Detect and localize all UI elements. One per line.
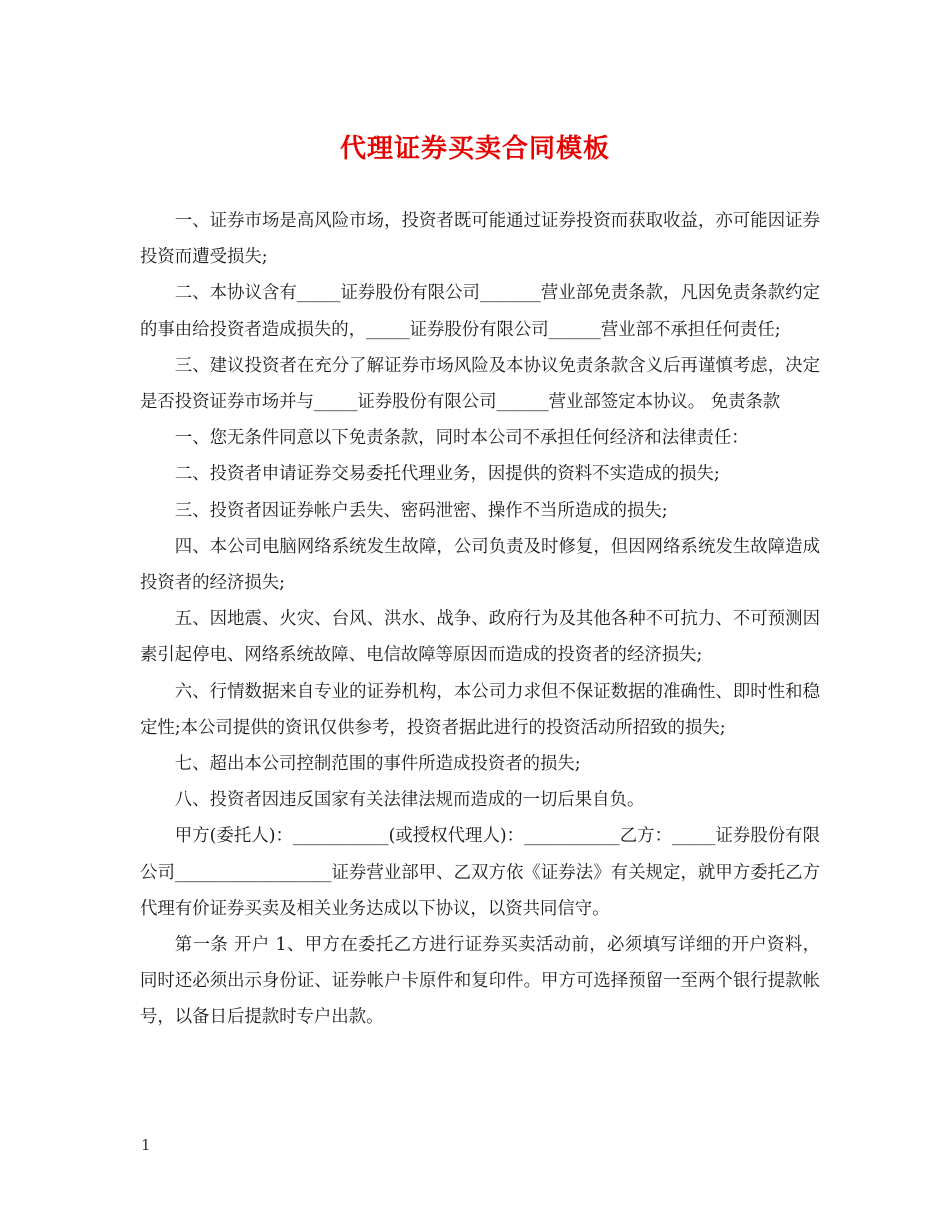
- paragraph: 八、投资者因违反国家有关法律法规而造成的一切后果自负。: [174, 790, 645, 811]
- paragraph: 二、本协议含有_____证券股份有限公司_______营业部免责条款，凡因免责条款约定的事由给投资者造成损失的，_____证券股份有限公司______营业部不承担任何责任;: [140, 283, 820, 340]
- paragraph: 五、因地震、火灾、台风、洪水、战争、政府行为及其他各种不可抗力、不可预测因素引起停电、网络系统故障、电信故障等原因而造成的投资者的经济损失;: [140, 609, 820, 666]
- paragraph: 三、投资者因证券帐户丢失、密码泄密、操作不当所造成的损失;: [174, 500, 668, 521]
- paragraph: 一、您无条件同意以下免责条款，同时本公司不承担任何经济和法律责任：: [174, 428, 749, 449]
- document-body: [140, 203, 820, 1036]
- paragraph: 四、本公司电脑网络系统发生故障，公司负责及时修复，但因网络系统发生故障造成投资者的经济损失;: [140, 536, 820, 594]
- document-title: 代理证券买卖合同模板: [339, 134, 610, 164]
- paragraph: 第一条 开户 1、甲方在委托乙方进行证券买卖活动前，必须填写详细的开户资料，同时还必须出示身份证、证券帐户卡原件和复印件。甲方可选择预留一至两个银行提款帐号，以备日后提款时专户出款。: [140, 935, 820, 1028]
- paragraph: 二、投资者申请证券交易委托代理业务，因提供的资料不实造成的损失;: [174, 464, 720, 485]
- page-number: 1: [141, 1136, 151, 1154]
- paragraph: 三、建议投资者在充分了解证券市场风险及本协议免责条款含义后再谨慎考虑，决定是否投资证券市场并与_____证券股份有限公司______营业部签定本协议。 免责条款: [140, 355, 820, 413]
- paragraph: 一、证券市场是高风险市场，投资者既可能通过证券投资而获取收益，亦可能因证券投资而遭受损失;: [140, 211, 820, 268]
- paragraph: 甲方(委托人)：___________(或授权代理人)：___________乙方：_____证券股份有限公司__________________证券营业部甲、乙双方依《证券法》有关规定，就甲方委托乙方代理有价证券买卖及相关业务达成以下协议，以资共同信守。: [140, 826, 820, 919]
- paragraph: 六、行情数据来自专业的证券机构，本公司力求但不保证数据的准确性、即时性和稳定性;本公司提供的资讯仅供参考，投资者据此进行的投资活动所招致的损失;: [140, 681, 820, 738]
- paragraph: 七、超出本公司控制范围的事件所造成投资者的损失;: [174, 754, 581, 775]
